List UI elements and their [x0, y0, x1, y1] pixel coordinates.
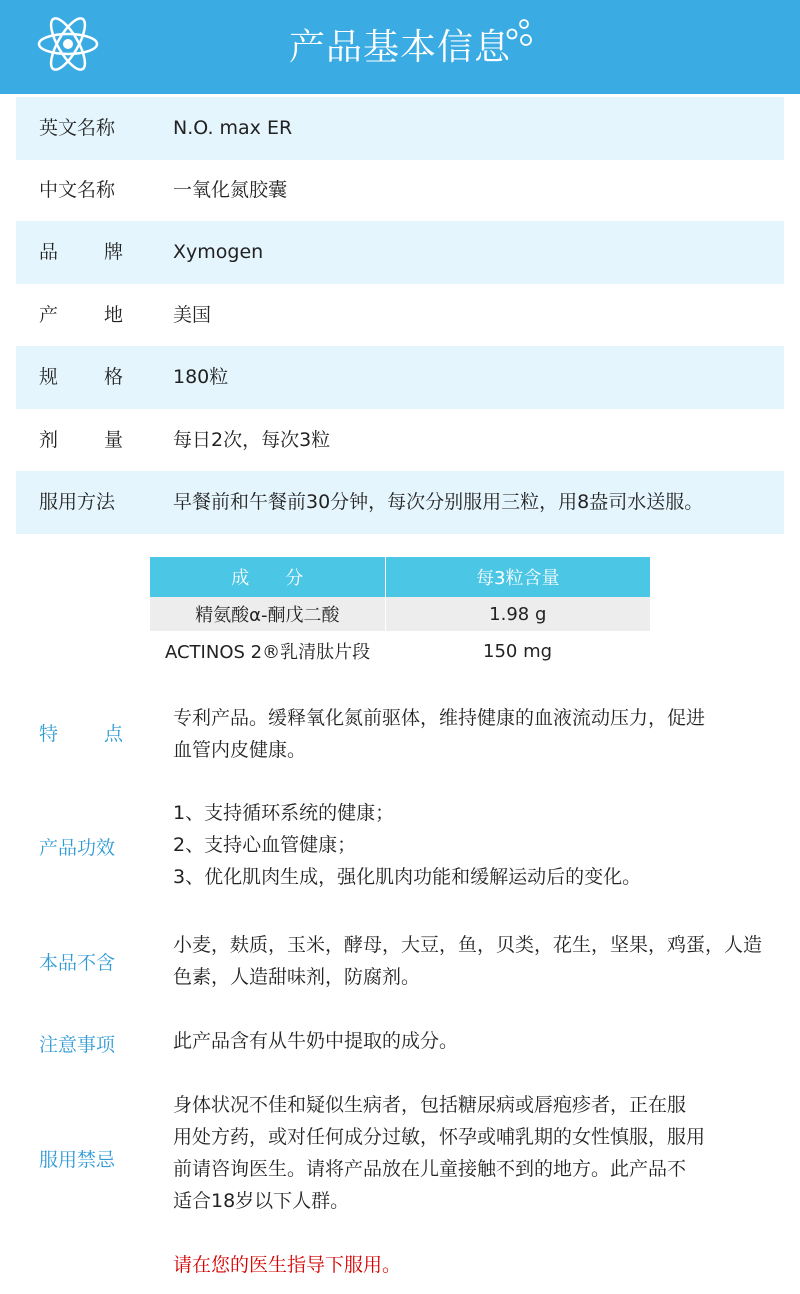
- info-label: 规格: [39, 366, 123, 388]
- info-label: 产地: [39, 304, 123, 326]
- text-line: 前请咨询医生。请将产品放在儿童接触不到的地方。此产品不: [173, 1158, 687, 1180]
- text-line: 3、优化肌肉生成，强化肌肉功能和缓解运动后的变化。: [173, 866, 642, 888]
- info-value: 180粒: [173, 366, 229, 388]
- ingredient-name: ACTINOS 2®乳清肽片段: [164, 642, 371, 663]
- text-line: 1、支持循环系统的健康；: [173, 802, 395, 824]
- features-text: [173, 702, 753, 766]
- warning-text: [173, 1249, 753, 1281]
- bubbles-icon: [504, 18, 534, 48]
- info-value: 美国: [173, 304, 212, 326]
- contraindications-text: [173, 1089, 753, 1217]
- info-label: 剂量: [39, 429, 123, 451]
- column-header: 成 分: [150, 557, 385, 597]
- notes-label: 注意事项: [39, 1034, 116, 1056]
- table-header-row: [150, 557, 650, 597]
- info-label: 英文名称: [39, 117, 116, 139]
- column-header: 每3粒含量: [385, 557, 650, 597]
- free-of-text: [173, 929, 763, 993]
- text-line: 适合18岁以下人群。: [173, 1190, 350, 1212]
- info-row-dosage: [16, 409, 784, 472]
- text-line: 2、支持心血管健康；: [173, 834, 357, 856]
- text-line: 用处方药，或对任何成分过敏，怀孕或哺乳期的女性慎服，服用: [173, 1126, 706, 1148]
- ingredient-amount: 150 mg: [483, 640, 553, 662]
- ingredient-table: [150, 557, 650, 671]
- info-value: N.O. max ER: [173, 117, 293, 139]
- info-value: Xymogen: [173, 241, 264, 263]
- info-value: 一氧化氮胶囊: [173, 179, 288, 201]
- info-value: 早餐前和午餐前30分钟，每次分别服用三粒，用8盎司水送服。: [173, 491, 704, 513]
- info-label: 中文名称: [39, 179, 116, 201]
- text-line: 小麦，麸质，玉米，酵母，大豆，鱼，贝类，花生，坚果，鸡蛋，人造: [173, 934, 763, 956]
- text-line: 色素，人造甜味剂，防腐剂。: [173, 966, 421, 988]
- benefits-text: [173, 797, 753, 893]
- text-line: 血管内皮健康。: [173, 739, 307, 761]
- contraindications-label: 服用禁忌: [39, 1149, 116, 1171]
- text-line: 身体状况不佳和疑似生病者，包括糖尿病或唇疱疹者，正在服: [173, 1094, 687, 1116]
- table-row: [150, 631, 650, 671]
- info-row-spec: [16, 346, 784, 409]
- free-of-label: 本品不含: [39, 952, 116, 974]
- benefits-label: 产品功效: [39, 837, 116, 859]
- info-row-english-name: [16, 97, 784, 160]
- text-line: 专利产品。缓释氧化氮前驱体，维持健康的血液流动压力，促进: [173, 707, 706, 729]
- info-label: 服用方法: [39, 491, 116, 513]
- ingredient-name: 精氨酸α-酮戊二酸: [150, 597, 385, 631]
- header-banner: [0, 0, 800, 94]
- text-line: 此产品含有从牛奶中提取的成分。: [173, 1030, 459, 1052]
- info-label: 品牌: [39, 241, 123, 263]
- info-row-origin: [16, 284, 784, 347]
- page-title: 产品基本信息: [288, 27, 511, 68]
- table-row: [150, 597, 650, 631]
- info-value: 每日2次，每次3粒: [173, 429, 331, 451]
- text-line: 请在您的医生指导下服用。: [173, 1254, 402, 1276]
- features-label: 特点: [39, 723, 123, 745]
- ingredient-amount: 1.98 g: [385, 597, 650, 631]
- info-row-brand: [16, 221, 784, 284]
- notes-text: [173, 1025, 753, 1057]
- info-row-chinese-name: [16, 159, 784, 222]
- info-row-usage: [16, 471, 784, 534]
